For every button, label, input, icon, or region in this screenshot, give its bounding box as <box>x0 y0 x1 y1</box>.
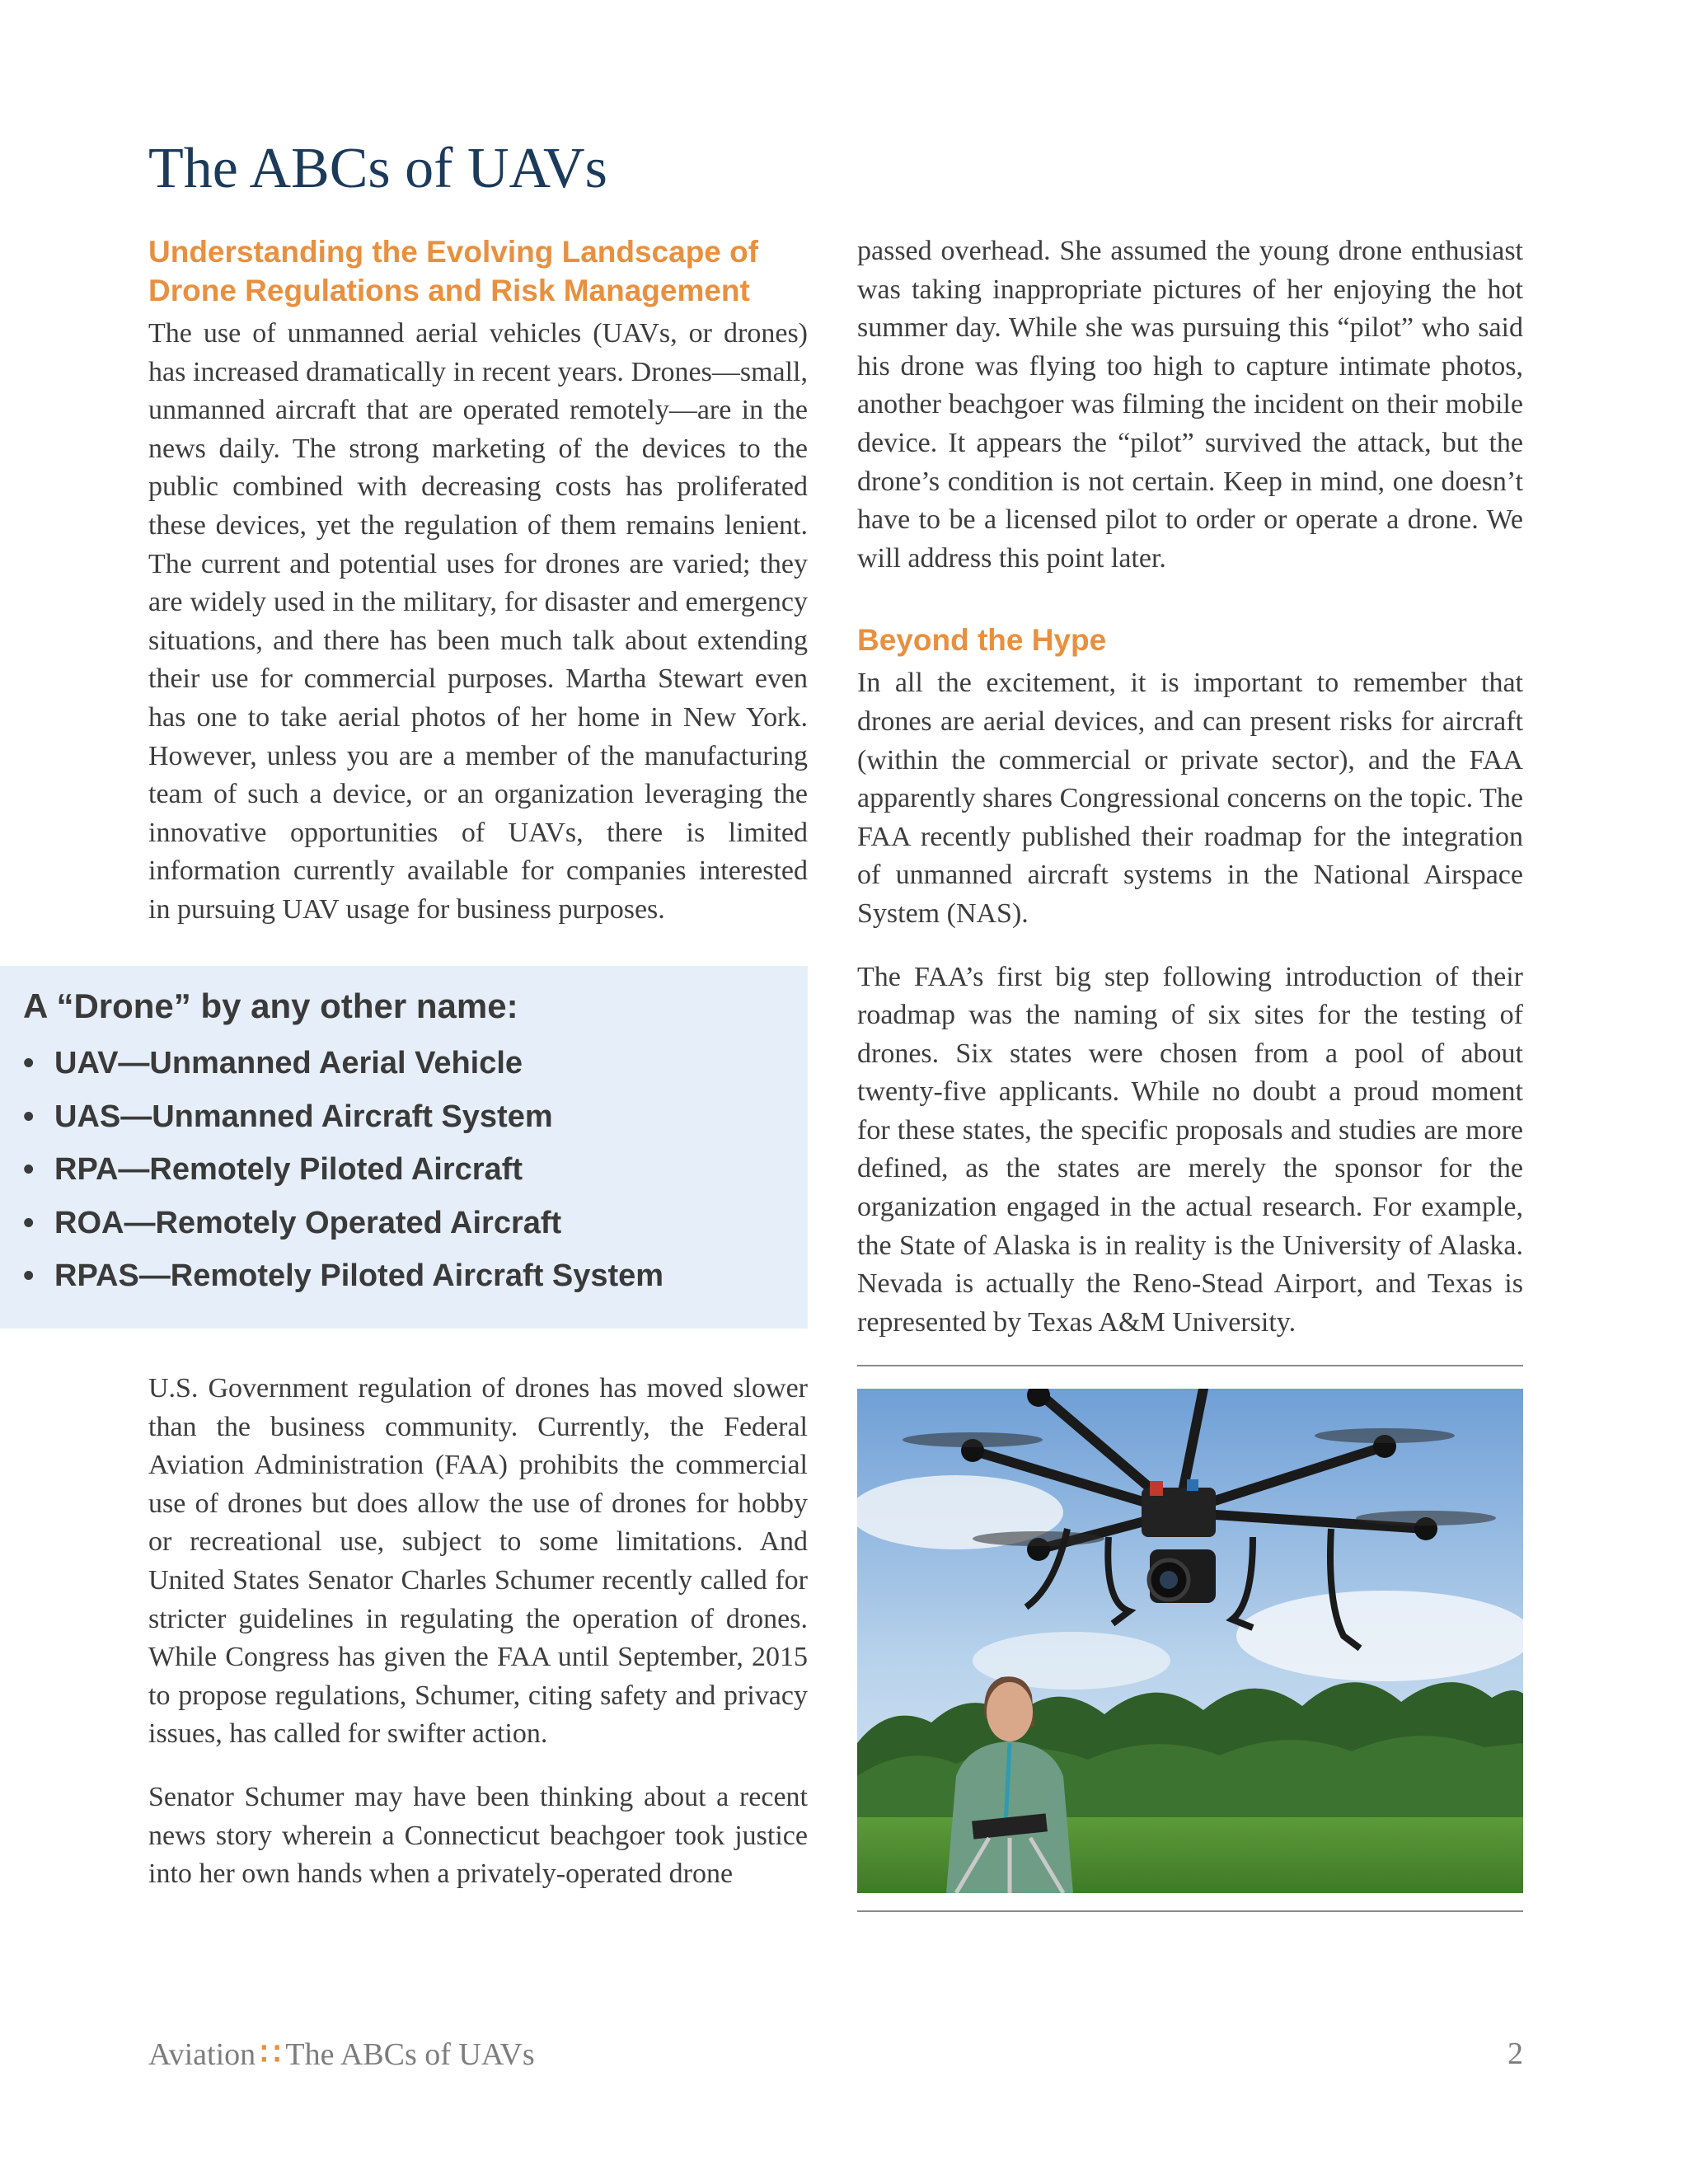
bullet-icon: • <box>23 1205 35 1240</box>
callout-item-uas <box>23 1090 808 1144</box>
callout-title: A “Drone” by any other name: <box>23 987 518 1025</box>
left-column-top <box>148 232 808 930</box>
callout-item-rpas <box>23 1249 808 1303</box>
schumer-paragraph: Senator Schumer may have been thinking about a recent news story wherein a Connecticut beachgoer took justice into her own hands when a privately-operated drone <box>148 1781 808 1890</box>
regulation-paragraph: U.S. Government regulation of drones has moved slower than the business community. Currently, the Federal Aviation Administration (FAA) prohibits the commercial use of drones but does allow the use of drones for hobby or recreational use, subject to some limitations. And United States Senator Charles Schumer recently called for stricter guidelines in regulating the operation of drones. While Congress has given the FAA until September, 2015 to propose regulations, Schumer, citing safety and privacy issues, has called for swifter action. <box>148 1373 808 1750</box>
footer-section: Aviation <box>148 2037 256 2072</box>
page-number: 2 <box>1507 2036 1523 2071</box>
callout-item-text: ROA—Remotely Operated Aircraft <box>54 1205 562 1240</box>
left-column-bottom <box>148 1370 808 1894</box>
callout-item-roa <box>23 1197 808 1250</box>
callout-item-text: RPAS—Remotely Piloted Aircraft System <box>54 1258 664 1293</box>
test-sites-paragraph: The FAA’s first big step following introduction of their roadmap was the naming of six sites for the testing of drones. Six states were chosen from a pool of about twenty-five applicants. While no doubt a proud moment for these states, the specific proposals and studies are more defined, as the states are merely the sponsor for the organization engaged in the actual research. For example, the State of Alaska is in reality is the University of Alaska. Nevada is actually the Reno-Stead Airport, and Texas is represented by Texas A&M University. <box>857 961 1523 1338</box>
bullet-icon: • <box>23 1152 35 1187</box>
drone-photo <box>857 1389 1523 1893</box>
callout-item-uav <box>23 1037 808 1090</box>
drone-names-callout <box>0 966 808 1329</box>
page-title: The ABCs of UAVs <box>148 137 607 200</box>
section-heading-hype: Beyond the Hype <box>857 623 1107 658</box>
callout-item-text: UAV—Unmanned Aerial Vehicle <box>54 1046 523 1080</box>
footer-doc-title: The ABCs of UAVs <box>285 2037 535 2072</box>
photo-top-divider <box>857 1365 1523 1366</box>
footer-title <box>148 2036 535 2073</box>
right-column <box>857 232 1523 1342</box>
bullet-icon: • <box>23 1046 35 1080</box>
section-heading-landscape: Understanding the Evolving Landscape of Drone Regulations and Risk Management <box>148 235 759 307</box>
callout-list <box>23 1037 808 1303</box>
bullet-icon: • <box>23 1258 35 1293</box>
photo-bottom-divider <box>857 1910 1523 1912</box>
hype-paragraph: In all the excitement, it is important to remember that drones are aerial devices, and can present risks for aircraft (within the commercial or private sector), and the FAA apparently shares Congressional concerns on the topic. The FAA recently published their roadmap for the integration of unmanned aircraft systems in the National Airspace System (NAS). <box>857 668 1523 929</box>
intro-paragraph: The use of unmanned aerial vehicles (UAVs, or drones) has increased dramatically in recent years. Drones—small, unmanned aircraft that are operated remotely—are in the news daily. The strong marketing of the devices to the public combined with decreasing costs has proliferated these devices, yet the regulation of them remains lenient. The current and potential uses for drones are varied; they are widely used in the military, for disaster and emergency situations, and there has been much talk about extending their use for commercial purposes. Martha Stewart even has one to take aerial photos of her home in New York. However, unless you are a member of the manufacturing team of such a device, or an organization leveraging the innovative opportunities of UAVs, there is limited information currently available for companies interested in pursuing UAV usage for business purposes. <box>148 318 808 925</box>
page-footer <box>148 2036 1523 2085</box>
callout-item-rpa <box>23 1143 808 1197</box>
separator-icon: ∷ <box>260 2037 281 2072</box>
callout-item-text: RPA—Remotely Piloted Aircraft <box>54 1152 523 1187</box>
callout-item-text: UAS—Unmanned Aircraft System <box>54 1099 553 1134</box>
bullet-icon: • <box>23 1099 35 1134</box>
beachgoer-paragraph: passed overhead. She assumed the young drone enthusiast was taking inappropriate pictures of her enjoying the hot summer day. While she was pursuing this “pilot” who said his drone was flying too high to capture intimate photos, another beachgoer was filming the incident on their mobile device. It appears the “pilot” survived the attack, but the drone’s condition is not certain. Keep in mind, one doesn’t have to be a licensed pilot to order or operate a drone. We will address this point later. <box>857 236 1523 574</box>
